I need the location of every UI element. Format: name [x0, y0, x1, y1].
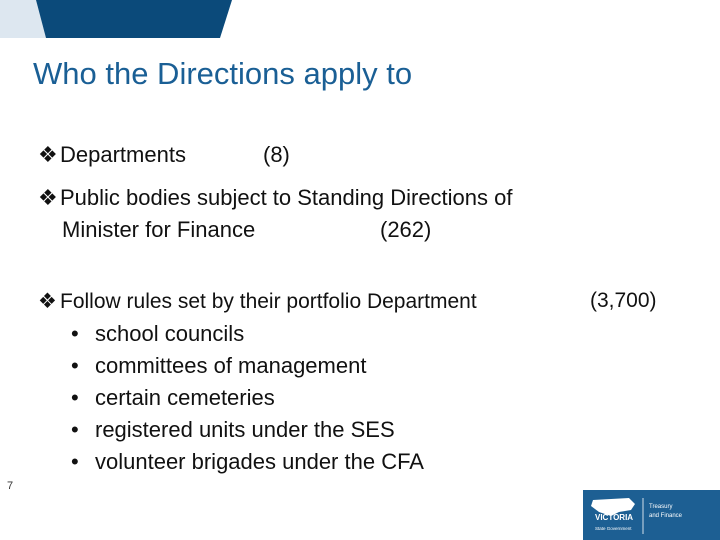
follow-rules-count: (3,700) — [590, 289, 657, 312]
diamond-bullet-icon: ❖ — [38, 290, 57, 313]
slide-title: Who the Directions apply to — [33, 56, 413, 91]
bullet-dot-icon: • — [71, 385, 79, 410]
list-item-follow-rules — [38, 289, 657, 314]
diamond-bullet-icon: ❖ — [38, 185, 58, 210]
sub-item-label: registered units under the SES — [95, 417, 395, 442]
list-item-departments — [38, 142, 290, 168]
diamond-bullet-icon: ❖ — [38, 142, 58, 167]
list-item-public-bodies — [38, 185, 512, 211]
public-bodies-count: (262) — [380, 217, 432, 242]
list-item-public-bodies-cont — [62, 217, 432, 243]
bullet-dot-icon: • — [71, 417, 79, 442]
bullet-dot-icon: • — [71, 449, 79, 474]
follow-rules-label: Follow rules set by their portfolio Department — [60, 290, 477, 313]
logo-dept-line2: and Finance — [649, 513, 683, 519]
logo-state-word: VICTORIA — [595, 513, 634, 522]
sub-item-label: school councils — [95, 321, 245, 346]
bullet-dot-icon: • — [71, 353, 79, 378]
public-bodies-line2: Minister for Finance — [62, 217, 256, 242]
logo-dept-line1: Treasury — [649, 504, 673, 510]
logo-state-sub: State Government — [595, 526, 632, 531]
sub-item-label: certain cemeteries — [95, 385, 275, 410]
sub-item-label: volunteer brigades under the CFA — [95, 449, 424, 474]
header-banner — [0, 0, 720, 38]
departments-count: (8) — [263, 142, 290, 167]
banner-dark-stripe — [36, 0, 232, 38]
page-number: 7 — [7, 480, 14, 492]
departments-label: Departments — [60, 142, 186, 167]
bullet-dot-icon: • — [71, 321, 79, 346]
public-bodies-line1: Public bodies subject to Standing Directions of — [60, 185, 513, 210]
victoria-government-logo — [583, 490, 720, 540]
sub-item-label: committees of management — [95, 353, 367, 378]
